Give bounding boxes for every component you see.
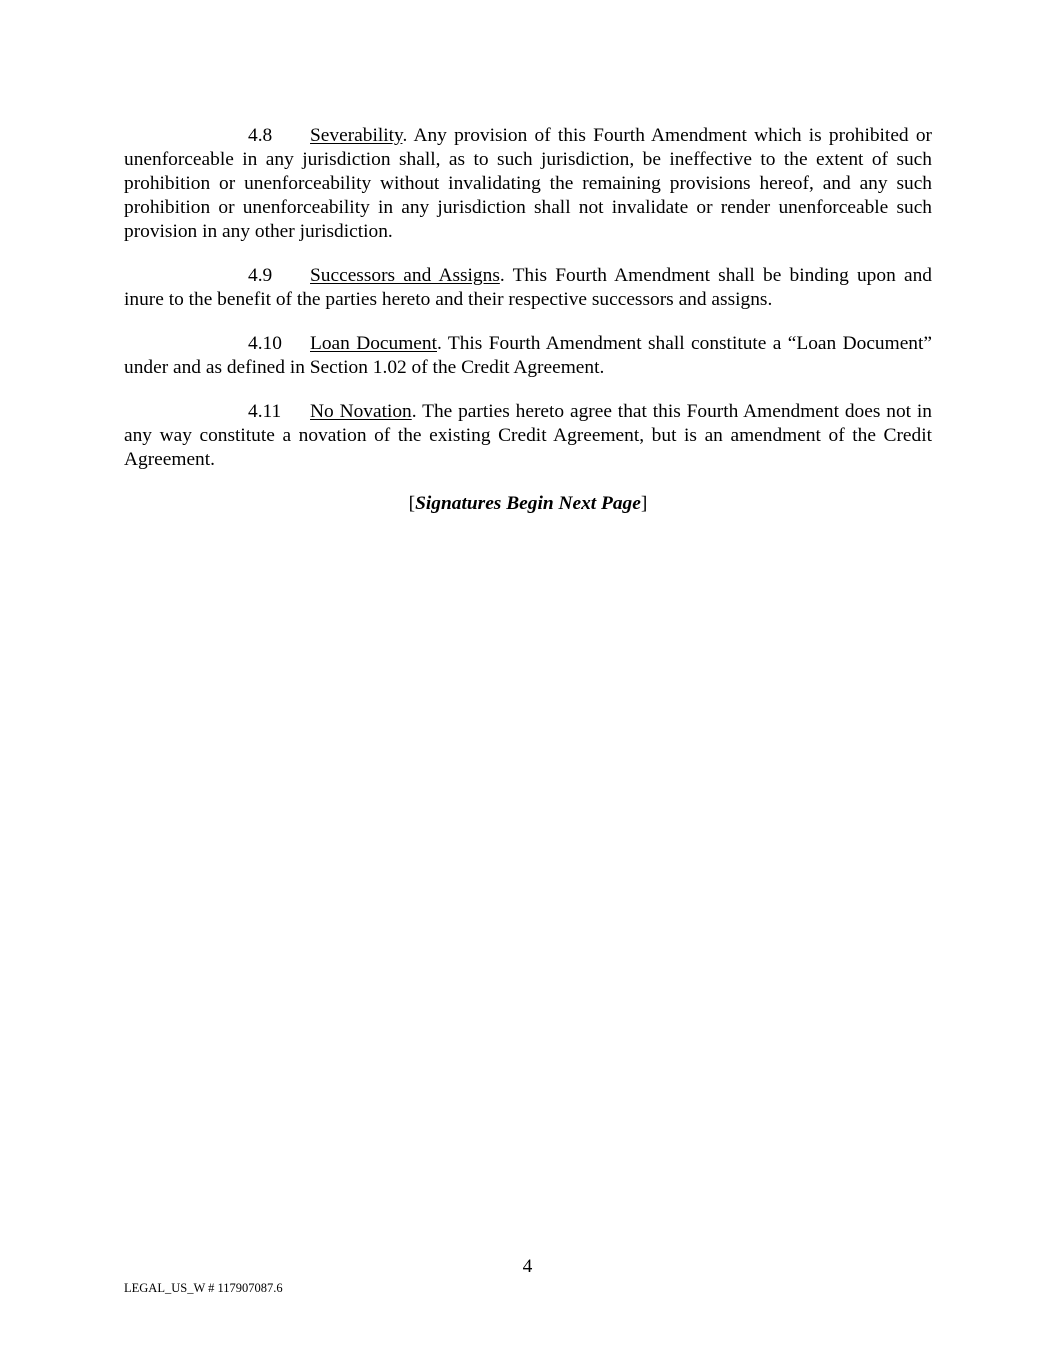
section-4-11 [124,400,932,472]
section-4-10 [124,332,932,380]
signatures-notice-text: Signatures Begin Next Page [415,493,641,514]
signatures-notice [124,492,932,516]
section-number: 4.10 [248,333,282,354]
section-text: . Any provision of this Fourth Amendment which is prohibited or unenforceable in any jurisdiction shall, as to such jurisdiction, be ineffective to the extent of such prohibition or unenforceability without invalidating the remaining provisions hereof, and any such prohibition or unenforceability in any jurisdiction shall not invalidate or render unenforceable such provision in any other jurisdiction. [124,125,932,242]
document-id: LEGAL_US_W # 117907087.6 [124,1281,283,1295]
document-body [124,124,932,535]
section-text: . The parties hereto agree that this Fourth Amendment does not in any way constitute a novation of the existing Credit Agreement, but is an amendment of the Credit Agreement. [124,401,932,470]
section-number: 4.8 [248,125,273,146]
section-text: . This Fourth Amendment shall be binding upon and inure to the benefit of the parties hereto and their respective successors and assigns. [124,265,932,310]
section-heading: Loan Document [310,333,437,354]
section-heading: Successors and Assigns [310,265,500,286]
section-heading: No Novation [310,401,412,422]
page-number: 4 [522,1256,533,1277]
open-bracket: [ [408,493,416,514]
section-4-8 [124,124,932,244]
close-bracket: ] [640,493,648,514]
section-heading: Severability [310,125,403,146]
section-number: 4.9 [248,265,273,286]
section-number: 4.11 [248,401,282,422]
section-text: . This Fourth Amendment shall constitute a “Loan Document” under and as defined in Section 1.02 of the Credit Agreement. [124,333,932,378]
section-4-9 [124,264,932,312]
